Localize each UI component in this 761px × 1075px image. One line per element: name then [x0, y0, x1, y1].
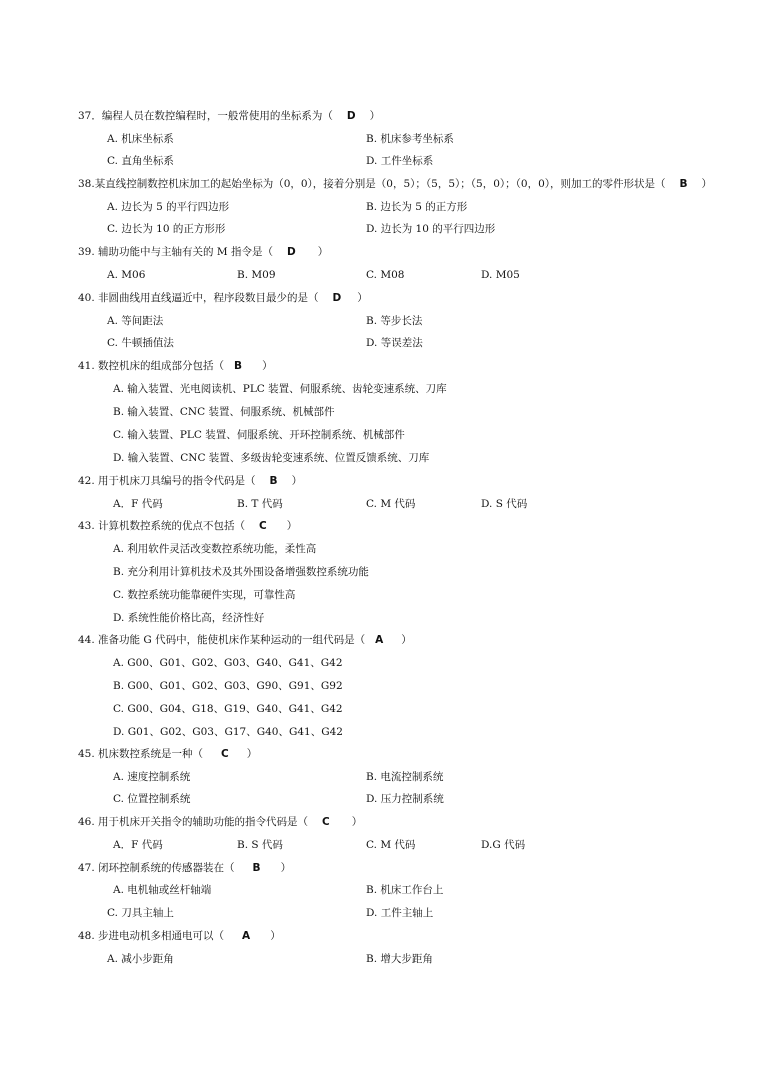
question-37-option-c: C. 直角坐标系 — [107, 155, 174, 167]
question-43-option-c: C. 数控系统功能靠硬件实现，可靠性高 — [113, 589, 296, 601]
question-44-stem: 44. 准备功能 G 代码中，能使机床作某种运动的一组代码是（ A ） — [78, 634, 412, 646]
question-41-option-c: C. 输入装置、PLC 装置、伺服系统、开环控制系统、机械部件 — [113, 429, 405, 441]
question-45-option-c: C. 位置控制系统 — [113, 793, 191, 805]
question-46-option-a: A．F 代码 — [113, 839, 163, 851]
question-42-stem: 42. 用于机床刀具编号的指令代码是（ B ） — [78, 475, 303, 487]
question-40-option-a: A. 等间距法 — [107, 315, 164, 327]
question-45-option-b: B. 电流控制系统 — [366, 771, 444, 783]
question-47-answer: B — [252, 862, 261, 874]
question-38-option-d: D. 边长为 10 的平行四边形 — [366, 223, 496, 235]
question-44-option-a: A. G00、G01、G02、G03、G40、G41、G42 — [113, 657, 343, 669]
question-43-option-a: A. 利用软件灵活改变数控系统功能，柔性高 — [113, 543, 317, 555]
question-47-option-a: A. 电机轴或丝杆轴端 — [113, 884, 212, 896]
question-39-stem: 39. 辅助功能中与主轴有关的 M 指令是（ D ） — [78, 246, 329, 258]
question-44-option-c: C. G00、G04、G18、G19、G40、G41、G42 — [113, 703, 343, 715]
question-42-option-d: D. S 代码 — [481, 498, 528, 510]
question-38-option-c: C. 边长为 10 的正方形形 — [107, 223, 226, 235]
question-38-option-a: A. 边长为 5 的平行四边形 — [107, 201, 230, 213]
question-37-stem: 37．编程人员在数控编程时，一般常使用的坐标系为（ D ） — [78, 110, 381, 122]
question-40-stem: 40. 非圆曲线用直线逼近中，程序段数目最少的是（ D ） — [78, 292, 368, 304]
question-44-answer: A — [375, 634, 384, 646]
question-38-stem: 38.某直线控制数控机床加工的起始坐标为（0，0），接着分别是（0，5）；（5，5）；（5，0）；（0，0），则加工的零件形状是（ B ） — [78, 178, 713, 190]
question-46-answer: C — [322, 816, 330, 828]
question-39-option-a: A. M06 — [107, 269, 146, 281]
question-48-answer: A — [242, 930, 251, 942]
question-37-option-a: A. 机床坐标系 — [107, 133, 174, 145]
question-37-option-d: D. 工件坐标系 — [366, 155, 434, 167]
question-42-option-b: B. T 代码 — [237, 498, 283, 510]
question-47-option-d: D. 工件主轴上 — [366, 907, 434, 919]
question-40-option-b: B. 等步长法 — [366, 315, 423, 327]
question-45-stem: 45. 机床数控系统是一种（ C ） — [78, 748, 258, 760]
question-41-answer: B — [234, 360, 243, 372]
question-45-option-d: D. 压力控制系统 — [366, 793, 444, 805]
question-40-answer: D — [332, 292, 342, 304]
question-40-option-c: C. 牛顿插值法 — [107, 337, 174, 349]
question-46-stem: 46. 用于机床开关指令的辅助功能的指令代码是（ C ） — [78, 816, 363, 828]
question-44-option-b: B. G00、G01、G02、G03、G90、G91、G92 — [113, 680, 343, 692]
question-44-option-d: D. G01、G02、G03、G17、G40、G41、G42 — [113, 726, 343, 738]
question-48-option-a: A. 减小步距角 — [107, 953, 174, 965]
question-46-option-c: C. M 代码 — [366, 839, 416, 851]
question-39-answer: D — [286, 246, 296, 258]
question-37-answer: D — [346, 110, 356, 122]
question-41-option-a: A. 输入装置、光电阅读机、PLC 装置、伺服系统、齿轮变速系统、刀库 — [113, 383, 447, 395]
question-39-option-c: C. M08 — [366, 269, 405, 281]
question-43-stem: 43. 计算机数控系统的优点不包括（ C ） — [78, 520, 298, 532]
question-38-option-b: B. 边长为 5 的正方形 — [366, 201, 468, 213]
question-38-answer: B — [679, 178, 688, 190]
question-43-answer: C — [259, 520, 267, 532]
question-42-answer: B — [269, 475, 278, 487]
question-47-option-c: C. 刀具主轴上 — [107, 907, 174, 919]
question-42-option-c: C. M 代码 — [366, 498, 416, 510]
question-40-option-d: D. 等误差法 — [366, 337, 423, 349]
question-45-answer: C — [221, 748, 229, 760]
question-48-stem: 48. 步进电动机多相通电可以（ A ） — [78, 930, 281, 942]
question-41-option-b: B. 输入装置、CNC 装置、伺服系统、机械部件 — [113, 406, 335, 418]
question-39-option-d: D. M05 — [481, 269, 520, 281]
question-45-option-a: A. 速度控制系统 — [113, 771, 191, 783]
question-41-option-d: D. 输入装置、CNC 装置、多级齿轮变速系统、位置反馈系统、刀库 — [113, 452, 430, 464]
question-47-stem: 47. 闭环控制系统的传感器装在（ B ） — [78, 862, 292, 874]
question-39-option-b: B. M09 — [237, 269, 276, 281]
question-37-option-b: B. 机床参考坐标系 — [366, 133, 454, 145]
question-47-option-b: B. 机床工作台上 — [366, 884, 444, 896]
question-42-option-a: A．F 代码 — [113, 498, 163, 510]
question-41-stem: 41. 数控机床的组成部分包括（ B ） — [78, 360, 273, 372]
question-48-option-b: B. 增大步距角 — [366, 953, 433, 965]
question-46-option-d: D.G 代码 — [481, 839, 526, 851]
question-43-option-b: B. 充分利用计算机技术及其外围设备增强数控系统功能 — [113, 566, 369, 578]
question-43-option-d: D. 系统性能价格比高，经济性好 — [113, 612, 265, 624]
question-46-option-b: B. S 代码 — [237, 839, 283, 851]
